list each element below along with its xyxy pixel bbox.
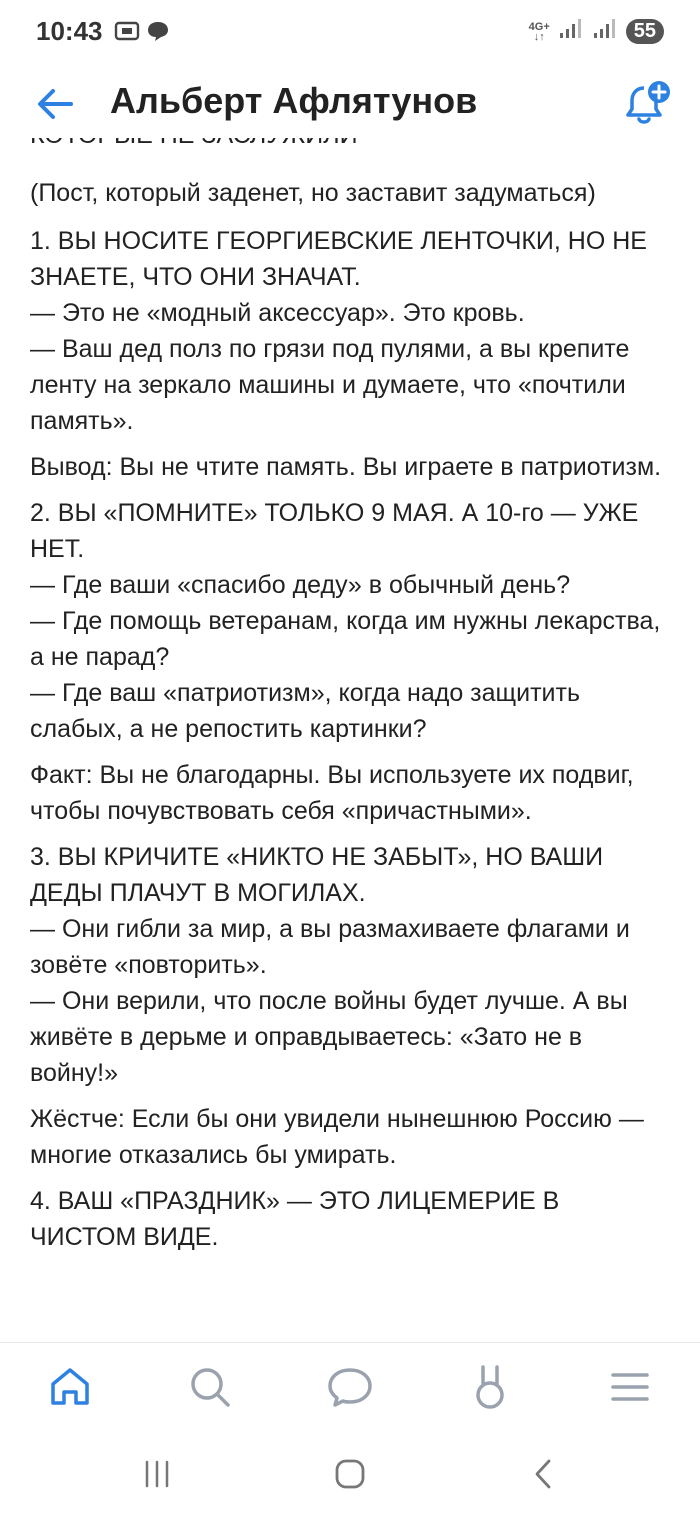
section-line: — Ваш дед полз по грязи под пулями, а вы крепите ленту на зеркало машины и думаете, что «почтили память».	[30, 335, 630, 435]
section-line: — Это не «модный аксессуар». Это кровь.	[30, 299, 525, 327]
section-1-body	[30, 223, 670, 439]
recents-icon	[142, 1459, 172, 1489]
system-navigation	[0, 1430, 700, 1517]
home-button[interactable]	[310, 1444, 390, 1504]
nav-bunny[interactable]	[455, 1352, 525, 1422]
section-2-summary: Факт: Вы не благодарны. Вы используете их подвиг, чтобы почувствовать себя «причастными».	[30, 761, 634, 825]
section-4-heading: 4. ВАШ «ПРАЗДНИК» — ЭТО ЛИЦЕМЕРИЕ В ЧИСТОМ ВИДЕ.	[30, 1187, 560, 1251]
subscribe-notifications-button[interactable]	[622, 78, 674, 130]
bell-plus-icon	[622, 78, 674, 130]
section-heading: 3. ВЫ КРИЧИТЕ «НИКТО НЕ ЗАБЫТ», НО ВАШИ ДЕДЫ ПЛАЧУТ В МОГИЛАХ.	[30, 843, 604, 907]
post-content	[0, 118, 700, 1342]
network-type: 4G+ ↓↑	[528, 20, 550, 43]
section-3-summary: Жёстче: Если бы они увидели нынешнюю Россию — многие отказались бы умирать.	[30, 1105, 644, 1169]
nav-menu[interactable]	[595, 1352, 665, 1422]
section-heading: 2. ВЫ «ПОМНИТЕ» ТОЛЬКО 9 МАЯ. А 10-го — УЖЕ НЕТ.	[30, 499, 639, 563]
bunny-icon	[470, 1363, 510, 1411]
back-icon	[531, 1458, 555, 1490]
section-line: — Они гибли за мир, а вы размахиваете флагами и зовёте «повторить».	[30, 915, 630, 979]
search-icon	[188, 1365, 232, 1409]
back-button[interactable]	[30, 82, 80, 126]
home-icon	[48, 1365, 92, 1409]
status-bar	[0, 0, 700, 70]
section-3-body	[30, 839, 670, 1091]
nav-home[interactable]	[35, 1352, 105, 1422]
app-header	[0, 70, 700, 138]
signal-icon	[558, 18, 584, 45]
section-1-summary: Вывод: Вы не чтите память. Вы играете в патриотизм.	[30, 453, 662, 481]
bottom-navigation	[0, 1342, 700, 1431]
section-heading: 1. ВЫ НОСИТЕ ГЕОРГИЕВСКИЕ ЛЕНТОЧКИ, НО НЕ ЗНАЕТЕ, ЧТО ОНИ ЗНАЧАТ.	[30, 227, 647, 291]
section-2-body	[30, 495, 670, 747]
recents-button[interactable]	[117, 1444, 197, 1504]
status-time: 10:43	[36, 16, 103, 46]
nav-search[interactable]	[175, 1352, 245, 1422]
chat-bubble-icon	[146, 20, 170, 47]
screenshot-icon	[114, 20, 140, 47]
page-title: Альберт Афлятунов	[110, 80, 478, 121]
section-line: — Где помощь ветеранам, когда им нужны лекарства, а не парад?	[30, 607, 661, 671]
home-button-icon	[334, 1458, 366, 1490]
system-back-button[interactable]	[503, 1444, 583, 1504]
section-line: — Они верили, что после войны будет лучше. А вы живёте в дерьме и оправдываетесь: «Зато не в войну!»	[30, 987, 628, 1087]
arrow-left-icon	[35, 88, 75, 120]
post-intro: (Пост, который заденет, но заставит задуматься)	[30, 179, 596, 207]
battery-indicator: 55	[626, 19, 664, 44]
menu-icon	[610, 1369, 650, 1405]
signal-icon	[592, 18, 618, 45]
nav-messages[interactable]	[315, 1352, 385, 1422]
section-line: — Где ваш «патриотизм», когда надо защитить слабых, а не репостить картинки?	[30, 679, 580, 743]
messages-icon	[326, 1365, 374, 1409]
section-line: — Где ваши «спасибо деду» в обычный день?	[30, 571, 571, 599]
